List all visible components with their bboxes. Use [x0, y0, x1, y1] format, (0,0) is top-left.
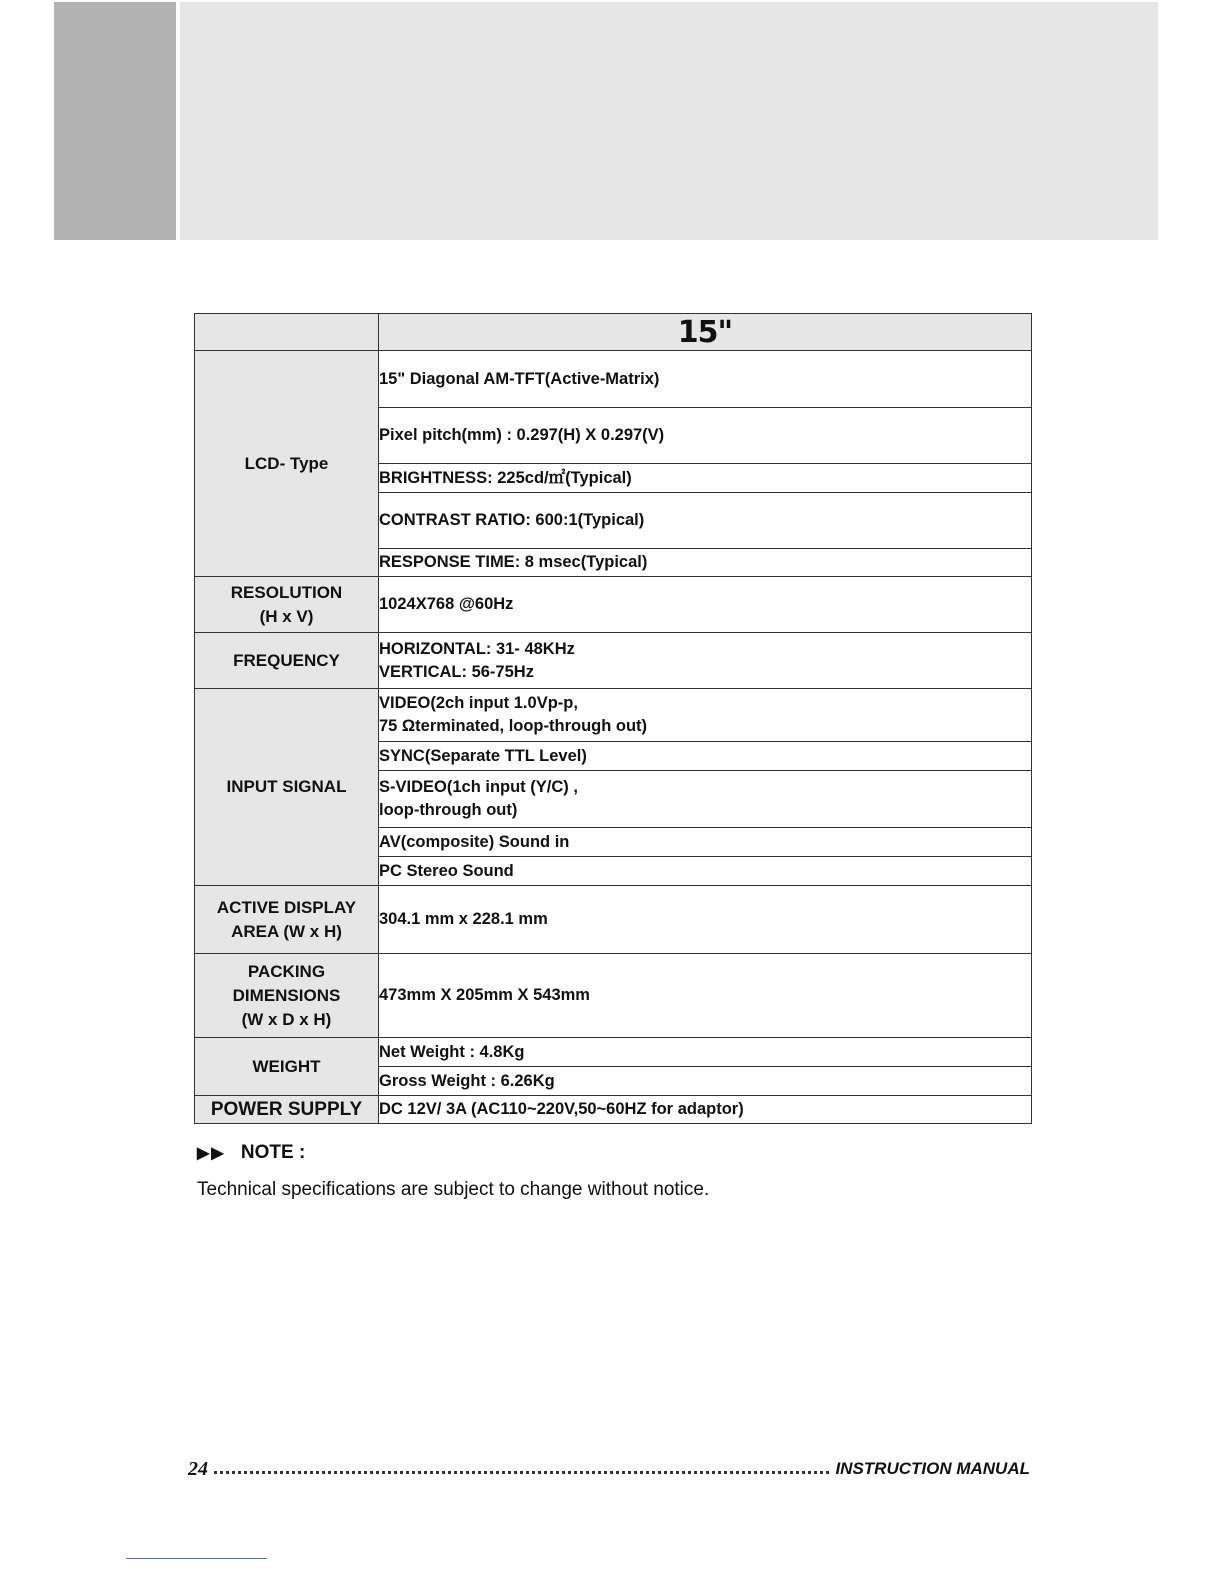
sync-value: SYNC(Separate TTL Level) [379, 742, 1032, 771]
horizontal-frequency: HORIZONTAL: 31- 48KHz [379, 639, 575, 658]
svideo-line2: loop-through out) [379, 801, 518, 819]
video-input-line2: 75 Ωterminated, loop-through out) [379, 717, 648, 735]
page-number: 24 [188, 1457, 208, 1480]
page-footer [188, 1455, 1030, 1483]
response-time-value: RESPONSE TIME: 8 msec(Typical) [379, 549, 1032, 577]
power-supply-label: POWER SUPPLY [195, 1096, 379, 1124]
brightness-value: BRIGHTNESS: 225cd/㎡(Typical) [379, 464, 1032, 493]
svideo-line1: S-VIDEO(1ch input (Y/C) , [379, 778, 578, 796]
note-title: NOTE : [240, 1142, 306, 1163]
resolution-label [195, 577, 379, 633]
packing-label [195, 954, 379, 1038]
table-row [195, 577, 1032, 633]
power-supply-value: DC 12V/ 3A (AC110~220V,50~60HZ for adaptor) [379, 1096, 1032, 1124]
note-text: Technical specifications are subject to change without notice. [197, 1179, 710, 1200]
header-size-cell: 15" [379, 314, 1032, 351]
header-banner-left [54, 2, 176, 240]
packing-label-line3: (W x D x H) [241, 1009, 332, 1029]
table-row [195, 954, 1032, 1038]
active-display-value: 304.1 mm x 228.1 mm [379, 886, 1032, 954]
lcd-diagonal-value: 15" Diagonal AM-TFT(Active-Matrix) [379, 351, 1032, 408]
table-row [195, 1038, 1032, 1067]
manual-title: INSTRUCTION MANUAL [835, 1459, 1030, 1478]
video-input-value [379, 689, 1032, 742]
bottom-divider [126, 1558, 267, 1559]
gross-weight-value: Gross Weight : 6.26Kg [379, 1067, 1032, 1096]
specifications-table [194, 313, 1032, 1124]
vertical-frequency: VERTICAL: 56-75Hz [379, 662, 534, 681]
lcd-type-label: LCD- Type [195, 351, 379, 577]
packing-label-line2: DIMENSIONS [232, 985, 341, 1005]
packing-value: 473mm X 205mm X 543mm [379, 954, 1032, 1038]
svideo-value [379, 771, 1032, 828]
table-header-row [195, 314, 1032, 351]
resolution-label-line2: (H x V) [259, 606, 314, 626]
input-signal-label: INPUT SIGNAL [195, 689, 379, 886]
frequency-value [379, 633, 1032, 689]
header-empty-cell [195, 314, 379, 351]
pixel-pitch-value: Pixel pitch(mm) : 0.297(H) X 0.297(V) [379, 408, 1032, 464]
resolution-value: 1024X768 @60Hz [379, 577, 1032, 633]
table-row [195, 886, 1032, 954]
pc-sound-value: PC Stereo Sound [379, 857, 1032, 886]
table-row [195, 351, 1032, 408]
dotted-leader [214, 1471, 829, 1474]
contrast-value: CONTRAST RATIO: 600:1(Typical) [379, 493, 1032, 549]
packing-label-line1: PACKING [247, 961, 326, 981]
table-row [195, 689, 1032, 742]
header-banner-right [180, 2, 1158, 240]
double-arrow-icon: ▶▶ [197, 1145, 226, 1162]
net-weight-value: Net Weight : 4.8Kg [379, 1038, 1032, 1067]
resolution-label-line1: RESOLUTION [230, 582, 343, 602]
active-display-label-line1: ACTIVE DISPLAY [216, 897, 357, 917]
table-row [195, 1096, 1032, 1124]
table-row [195, 633, 1032, 689]
av-sound-value: AV(composite) Sound in [379, 828, 1032, 857]
active-display-label [195, 886, 379, 954]
note-heading [197, 1142, 305, 1164]
weight-label: WEIGHT [195, 1038, 379, 1096]
active-display-label-line2: AREA (W x H) [231, 921, 342, 941]
video-input-line1: VIDEO(2ch input 1.0Vp-p, [379, 694, 578, 712]
frequency-label: FREQUENCY [195, 633, 379, 689]
